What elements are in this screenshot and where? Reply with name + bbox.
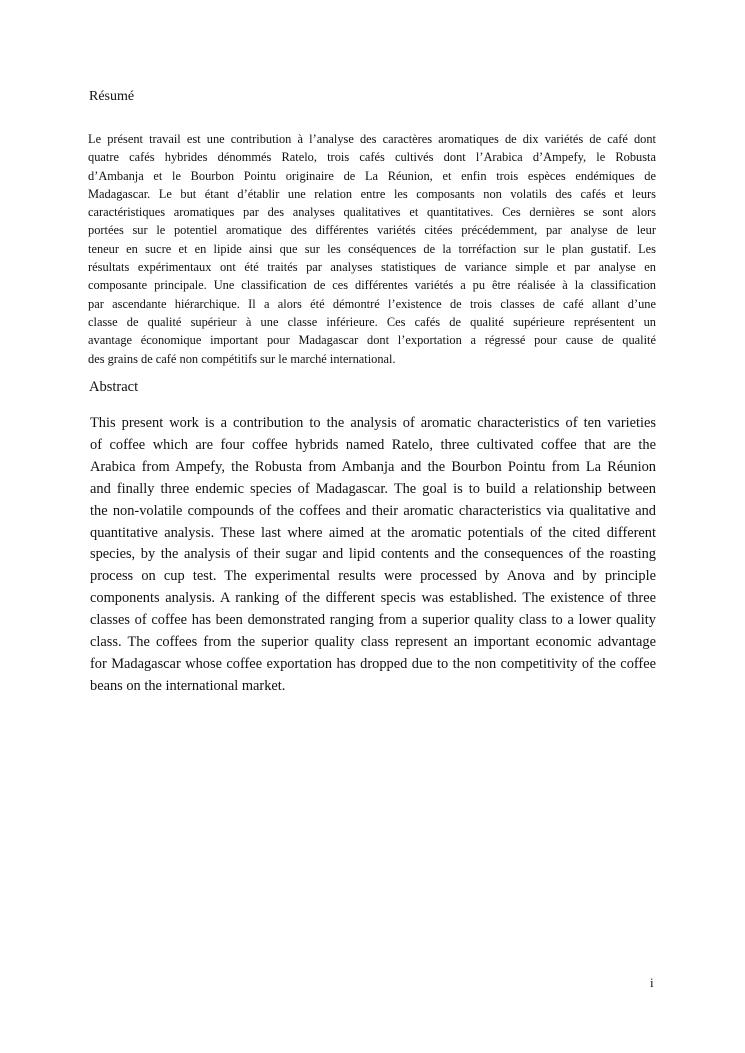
text-line: avantage économique important pour Madagascar dont l’exportation a régressé pour cause de qualité [88,333,656,348]
text-line: This present work is a contribution to the analysis of aromatic characteristics of ten varieties [90,415,656,431]
text-line: par ascendante hiérarchique. Il a alors été démontré l’existence de trois classes de café allant d’une [88,296,656,311]
text-line: Le présent travail est une contribution à l’analyse des caractères aromatiques de dix variétés de café dont [88,132,656,146]
text-line: species, by the analysis of their sugar and lipid contents and the consequences of the roasting [90,546,656,563]
text-line: caractéristiques aromatiques par des analyses qualitatives et quantitatives. Ces dernières se sont alors [88,205,656,220]
resume-paragraph [88,130,656,368]
text-line: résultats expérimentaux ont été traités par analyses statistiques de variance simple et par analyse en [88,260,656,275]
text-line: process on cup test. The experimental results were processed by Anova and by principle [90,568,656,585]
text-line: des grains de café non compétitifs sur le marché international. [88,351,396,366]
text-line: portées sur le potentiel aromatique des différentes variétés citées précédemment, par analyse de leur [88,223,656,238]
resume-heading: Résumé [89,89,135,104]
text-line: classe de qualité supérieur à une classe inférieure. Ces cafés de qualité supérieure représentent un [88,314,656,329]
text-line: for Madagascar whose coffee exportation has dropped due to the non competitivity of the coffee [90,655,656,672]
text-line: teneur en sucre et en lipide ainsi que sur les conséquences de la torréfaction sur le plan gustatif. Les [88,241,656,256]
text-line: Madagascar. Le but étant d’établir une relation entre les composants non volatils des cafés et leurs [88,186,656,201]
text-line: quantitative analysis. These last where aimed at the aromatic potentials of the cited different [90,524,656,541]
abstract-heading: Abstract [89,379,139,395]
text-line: of coffee which are four coffee hybrids named Ratelo, three cultivated coffee that are the [90,436,656,453]
text-line: quatre cafés hybrides dénommés Ratelo, trois cafés cultivés dont l’Arabica d’Ampefy, le Robusta [88,150,656,165]
text-line: composante principale. Une classification de ces différentes variétés a pu être réalisée à la classification [88,278,656,293]
text-line: the non-volatile compounds of the coffees and their aromatic characteristics via qualitative and [90,502,656,519]
text-line: classes of coffee has been demonstrated ranging from a superior quality class to a lower quality [90,612,656,629]
text-line: components analysis. A ranking of the different specis was established. The existence of three [90,590,656,607]
text-line: class. The coffees from the superior quality class represent an important economic advantage [90,634,656,651]
text-line: Arabica from Ampefy, the Robusta from Ambanja and the Bourbon Pointu from La Réunion [90,458,656,475]
text-line: beans on the international market. [90,677,286,694]
abstract-paragraph [90,413,656,698]
text-line: and finally three endemic species of Madagascar. The goal is to build a relationship between [90,480,656,497]
page-number: i [650,975,654,990]
text-line: d’Ambanja et le Bourbon Pointu originaire de La Réunion, et enfin trois espèces endémiques de [88,168,656,183]
